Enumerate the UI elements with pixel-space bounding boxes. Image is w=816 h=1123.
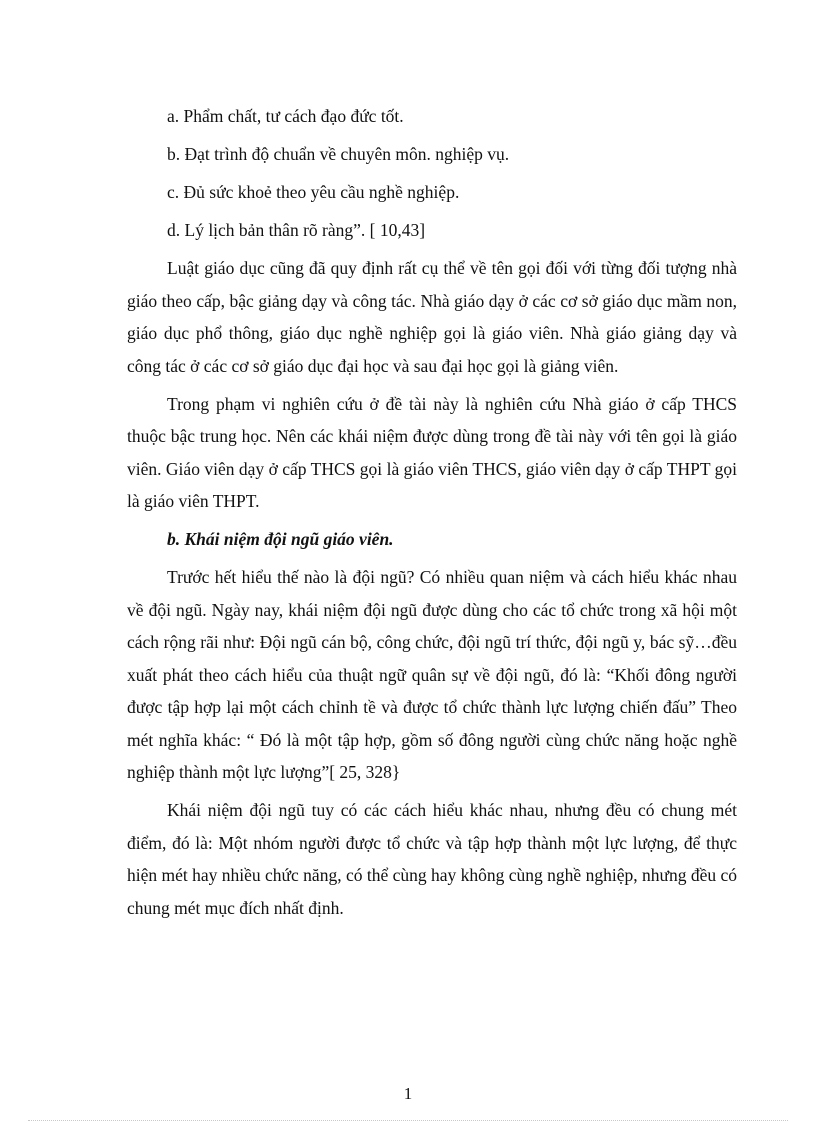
body-text xyxy=(127,100,737,930)
paragraph-education-law: Luật giáo dục cũng đã quy định rất cụ thể về tên gọi đối với từng đối tượng nhà giáo theo cấp, bậc giảng dạy và công tác. Nhà giáo dạy ở các cơ sở giáo dục mầm non, giáo dục phổ thông, giáo dục nghề nghiệp gọi là giáo viên. Nhà giáo giảng dạy và công tác ở các cơ sở giáo dục đại học và sau đại học gọi là giảng viên. xyxy=(127,258,737,376)
paragraph-team-definition: Trước hết hiểu thế nào là đội ngũ? Có nhiều quan niệm và cách hiểu khác nhau về đội ngũ. Ngày nay, khái niệm đội ngũ được dùng cho các tổ chức trong xã hội một cách rộng rãi như: Đội ngũ cán bộ, công chức, đội ngũ trí thức, đội ngũ y, bác sỹ…đều xuất phát theo cách hiểu của thuật ngữ quân sự về đội ngũ, đó là: “Khối đông người được tập hợp lại một cách chỉnh tề và được tổ chức thành lực lượng chiến đấu” Theo mét nghĩa khác: “ Đó là một tập hợp, gồm số đông người cùng chức năng hoặc nghề nghiệp thành một lực lượng”[ 25, 328} xyxy=(127,567,737,782)
page-number: 1 xyxy=(403,1084,413,1103)
page-bottom-divider xyxy=(28,1120,788,1121)
paragraph-team-common-point: Khái niệm đội ngũ tuy có các cách hiểu khác nhau, nhưng đều có chung mét điểm, đó là: Một nhóm người được tổ chức và tập hợp thành một lực lượng, để thực hiện mét hay nhiều chức năng, có thể cùng hay không cùng nghề nghiệp, nhưng đều có chung mét mục đích nhất định. xyxy=(127,800,737,918)
paragraph-research-scope: Trong phạm vi nghiên cứu ở đề tài này là nghiên cứu Nhà giáo ở cấp THCS thuộc bậc trung học. Nên các khái niệm được dùng trong đề tài này với tên gọi là giáo viên. Giáo viên dạy ở cấp THCS gọi là giáo viên THCS, giáo viên dạy ở cấp THPT gọi là giáo viên THPT. xyxy=(127,393,737,511)
list-item-c: c. Đủ sức khoẻ theo yêu cầu nghề nghiệp. xyxy=(167,182,460,202)
section-heading: b. Khái niệm đội ngũ giáo viên. xyxy=(167,529,394,549)
list-item-a: a. Phẩm chất, tư cách đạo đức tốt. xyxy=(167,106,404,126)
list-item-b: b. Đạt trình độ chuẩn về chuyên môn. nghiệp vụ. xyxy=(167,144,510,164)
list-item-d: d. Lý lịch bản thân rõ ràng”. [ 10,43] xyxy=(167,220,426,240)
